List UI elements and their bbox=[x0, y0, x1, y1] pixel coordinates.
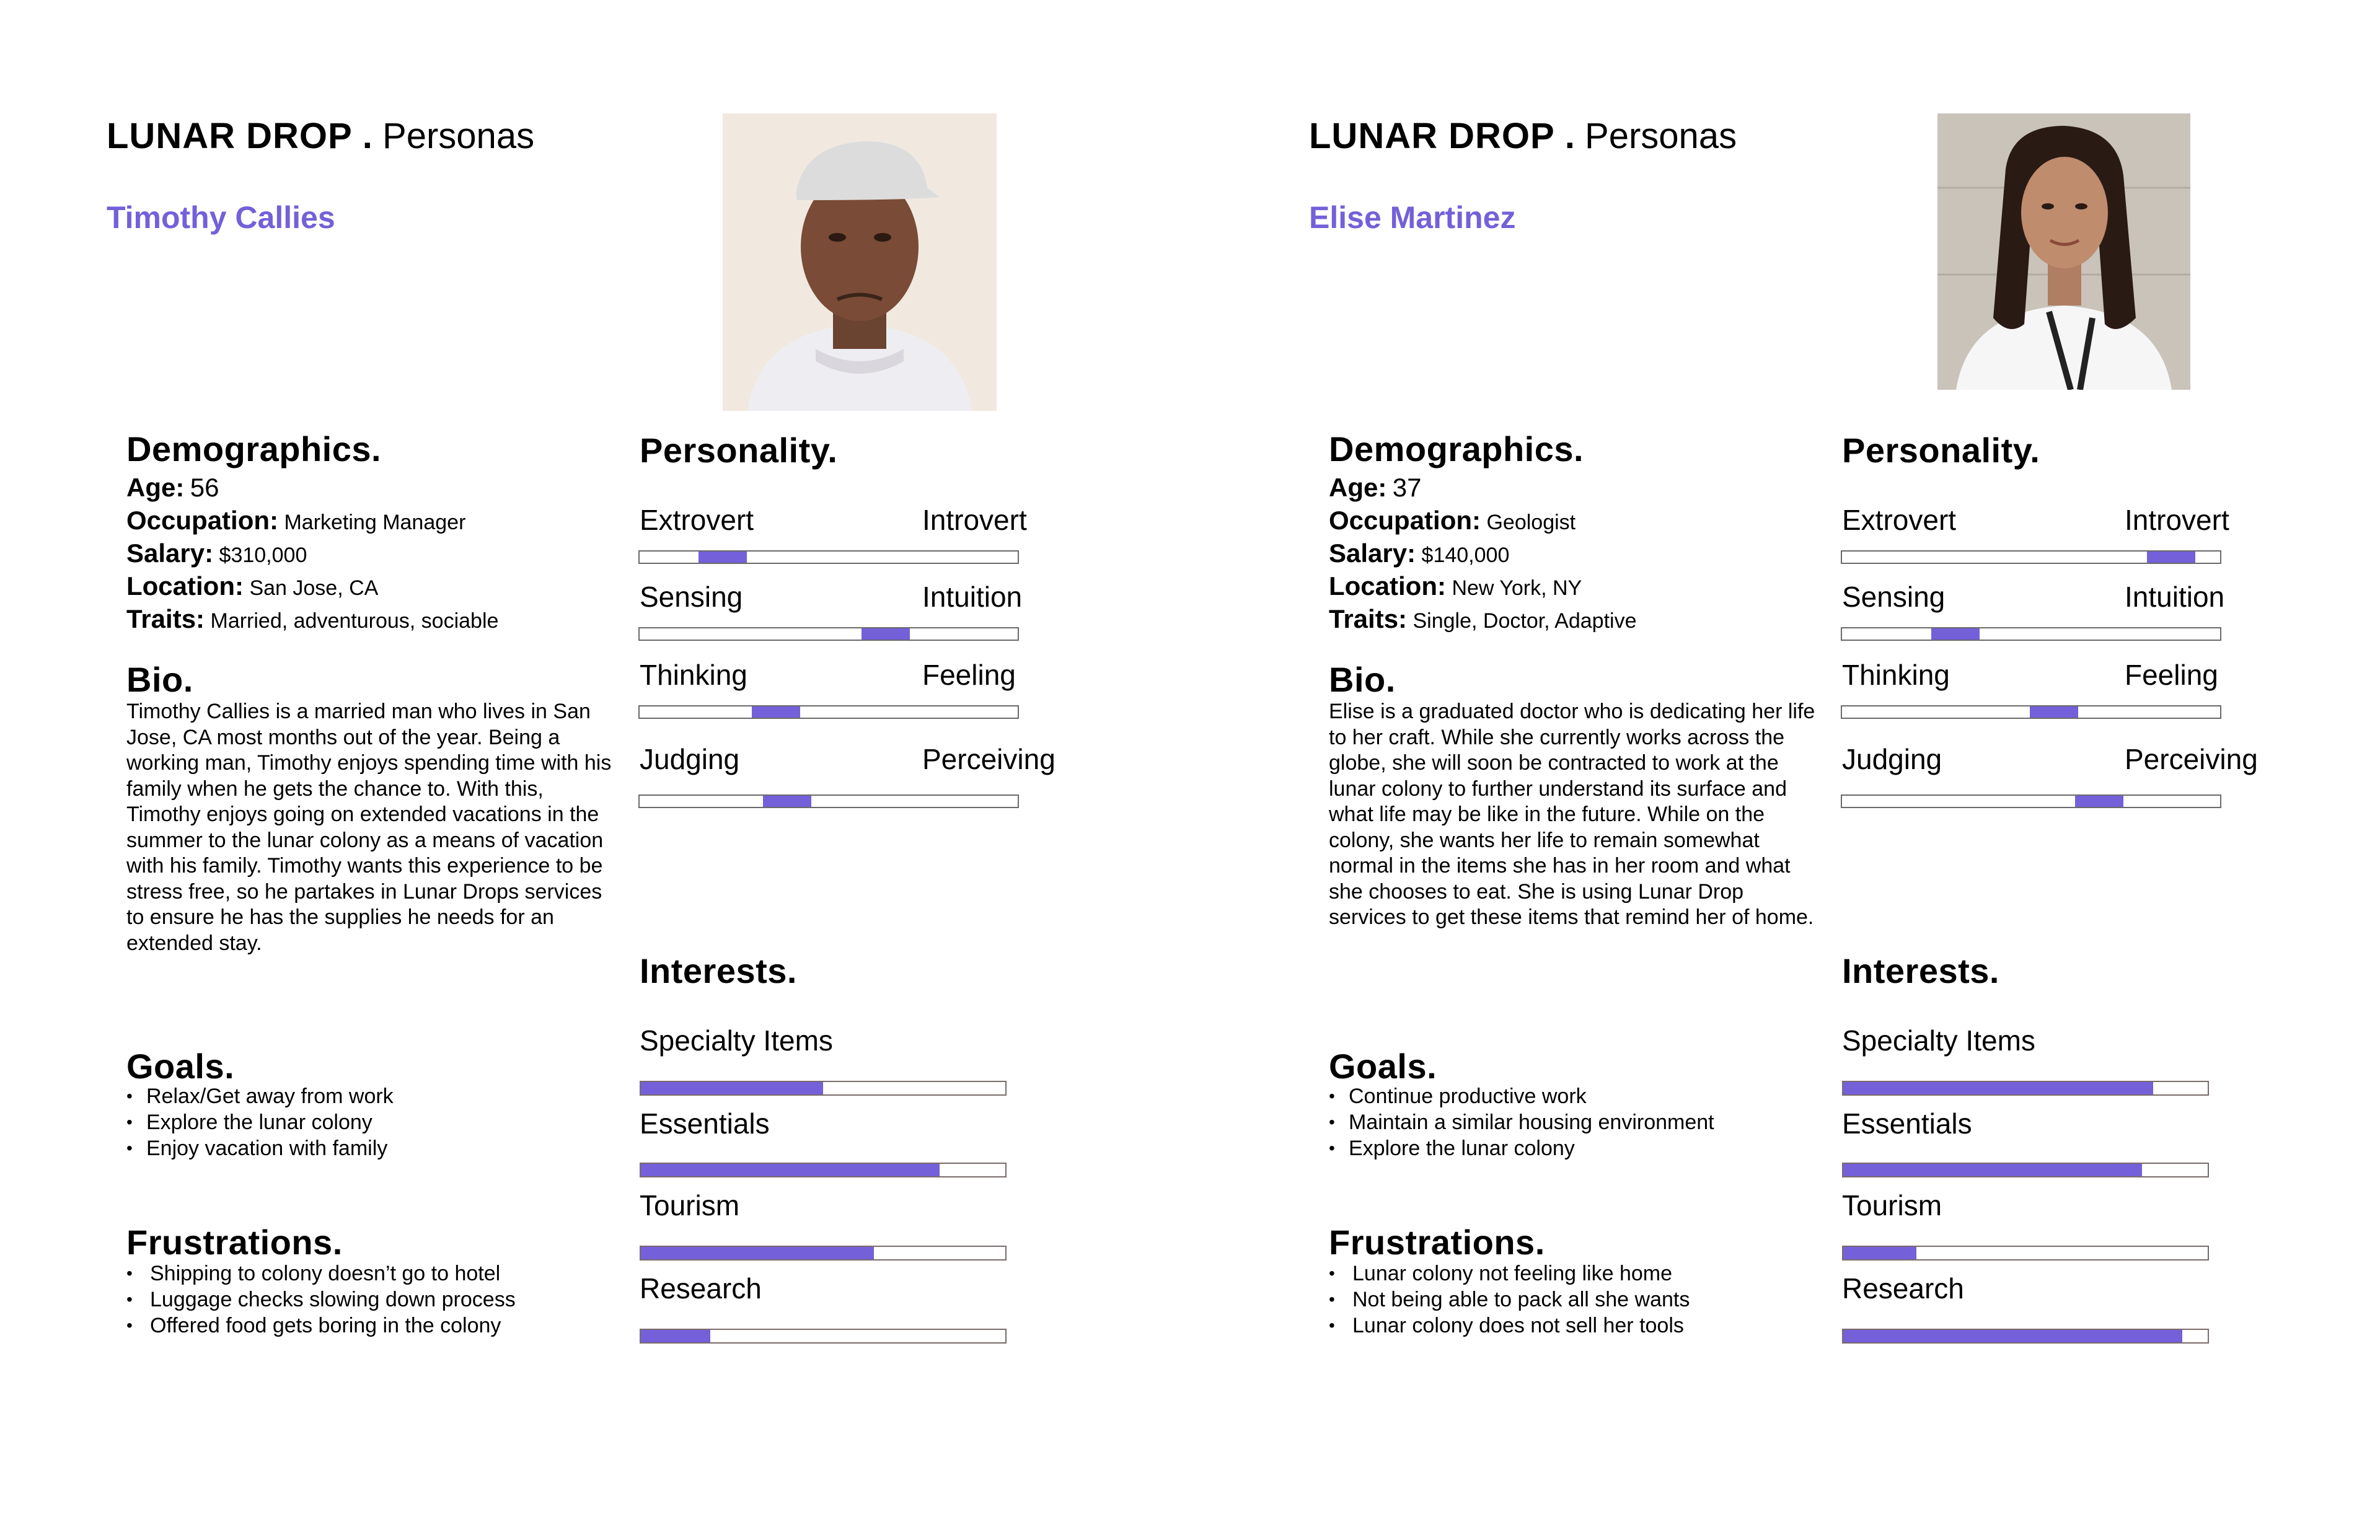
brand-dot: . bbox=[362, 116, 372, 156]
trait-scale bbox=[1841, 794, 2221, 808]
trait-right-label: Intuition bbox=[922, 581, 1023, 613]
list-item: • Explore the lunar colony bbox=[126, 1109, 610, 1135]
interest-label: Specialty Items bbox=[640, 1024, 833, 1057]
trait-left-label: Judging bbox=[640, 743, 740, 775]
interest-fill bbox=[641, 1082, 823, 1094]
demographics-list bbox=[1329, 472, 1812, 636]
interest-bar bbox=[1842, 1163, 2209, 1177]
demographics-list bbox=[126, 472, 610, 636]
interest-specialty-items bbox=[640, 1024, 1073, 1061]
trait-marker bbox=[2075, 796, 2123, 807]
interest-bar bbox=[1842, 1246, 2209, 1261]
interest-fill bbox=[641, 1164, 940, 1176]
trait-marker bbox=[752, 706, 800, 718]
interest-essentials bbox=[640, 1107, 1073, 1144]
demographics-heading: Demographics. bbox=[126, 429, 382, 469]
brand-title bbox=[107, 115, 534, 157]
brand-name: LUNAR DROP bbox=[107, 116, 353, 156]
demographics-heading: Demographics. bbox=[1329, 429, 1584, 469]
trait-scale bbox=[638, 627, 1019, 641]
interest-label: Tourism bbox=[640, 1189, 740, 1221]
personality-trait-tf bbox=[638, 658, 1072, 695]
interests-heading: Interests. bbox=[1842, 951, 1999, 990]
interest-bar bbox=[1842, 1329, 2209, 1344]
persona-card-elise bbox=[1202, 0, 2380, 1540]
list-item: • Maintain a similar housing environment bbox=[1329, 1109, 1812, 1135]
persona-name: Timothy Callies bbox=[107, 200, 335, 235]
interest-research bbox=[640, 1272, 1073, 1309]
interest-label: Tourism bbox=[1842, 1189, 1942, 1221]
demographic-traits: Traits: Single, Doctor, Adaptive bbox=[1329, 604, 1637, 633]
personality-trait-sn bbox=[638, 580, 1072, 617]
trait-left-label: Thinking bbox=[1842, 659, 1950, 691]
interest-bar bbox=[640, 1163, 1007, 1177]
persona-photo bbox=[723, 113, 997, 411]
interest-fill bbox=[641, 1330, 710, 1342]
frustrations-list bbox=[1329, 1261, 1812, 1339]
trait-right-label: Intuition bbox=[2125, 581, 2225, 613]
trait-marker bbox=[2030, 706, 2078, 718]
interest-fill bbox=[1843, 1082, 2153, 1094]
trait-scale bbox=[638, 794, 1019, 808]
bio-heading: Bio. bbox=[126, 660, 193, 699]
list-item: • Explore the lunar colony bbox=[1329, 1135, 1812, 1161]
brand-dot: . bbox=[1564, 116, 1575, 156]
list-item: • Relax/Get away from work bbox=[126, 1083, 610, 1109]
brand-suffix: Personas bbox=[1585, 116, 1737, 156]
trait-right-label: Feeling bbox=[922, 659, 1016, 691]
trait-right-label: Perceiving bbox=[922, 743, 1056, 775]
demographic-salary: Salary: $140,000 bbox=[1329, 539, 1510, 568]
list-item: • Enjoy vacation with family bbox=[126, 1135, 610, 1161]
bio-text: Timothy Callies is a married man who lives in San Jose, CA most months out of the year. Being a working man, Timothy enjoys spending time with his family when he gets the chance to. With this, Timothy enjoys going on extended vacations in the summer to the lunar colony as a means of vacation with his family. Timothy wants this experience to be stress free, so he partakes in Lunar Drops services to ensure he has the supplies he needs for an extended stay. bbox=[126, 700, 612, 955]
portrait-illustration bbox=[723, 113, 997, 411]
goals-list bbox=[126, 1083, 610, 1161]
frustrations-heading: Frustrations. bbox=[1329, 1223, 1545, 1262]
trait-right-label: Introvert bbox=[2125, 504, 2229, 536]
brand-name: LUNAR DROP bbox=[1309, 116, 1555, 156]
trait-scale bbox=[638, 550, 1019, 564]
list-item: • Not being able to pack all she wants bbox=[1329, 1287, 1812, 1313]
trait-right-label: Perceiving bbox=[2125, 743, 2258, 775]
list-item: • Continue productive work bbox=[1329, 1083, 1812, 1109]
trait-scale bbox=[1841, 705, 2221, 719]
trait-marker bbox=[699, 552, 747, 563]
portrait-illustration bbox=[1937, 113, 2190, 390]
bio-heading: Bio. bbox=[1329, 660, 1396, 699]
interest-bar bbox=[640, 1246, 1007, 1261]
interest-label: Essentials bbox=[1842, 1107, 1972, 1140]
trait-left-label: Judging bbox=[1842, 743, 1942, 775]
frustrations-list bbox=[126, 1261, 610, 1339]
trait-left-label: Extrovert bbox=[1842, 504, 1957, 536]
demographic-occupation: Occupation: Geologist bbox=[1329, 506, 1576, 535]
personality-trait-ei bbox=[1841, 503, 2275, 540]
frustrations-heading: Frustrations. bbox=[126, 1223, 343, 1262]
trait-marker bbox=[862, 628, 910, 640]
goals-heading: Goals. bbox=[126, 1047, 235, 1086]
demographic-location: Location: New York, NY bbox=[1329, 571, 1582, 601]
personality-heading: Personality. bbox=[640, 431, 838, 470]
persona-name: Elise Martinez bbox=[1309, 200, 1516, 235]
trait-left-label: Extrovert bbox=[640, 504, 754, 536]
personality-trait-sn bbox=[1841, 580, 2275, 617]
personality-trait-jp bbox=[638, 742, 1072, 780]
trait-marker bbox=[2147, 552, 2195, 563]
trait-marker bbox=[763, 796, 811, 807]
trait-right-label: Introvert bbox=[922, 504, 1027, 536]
personality-trait-ei bbox=[638, 503, 1072, 540]
interest-tourism bbox=[640, 1189, 1073, 1226]
personality-heading: Personality. bbox=[1842, 431, 2040, 470]
goals-list bbox=[1329, 1083, 1812, 1161]
demographic-location: Location: San Jose, CA bbox=[126, 571, 379, 601]
interest-bar bbox=[1842, 1081, 2209, 1096]
interests-heading: Interests. bbox=[640, 951, 797, 990]
interest-fill bbox=[1843, 1247, 1916, 1259]
interest-tourism bbox=[1842, 1189, 2276, 1226]
persona-photo bbox=[1937, 113, 2190, 390]
personality-trait-jp bbox=[1841, 742, 2275, 780]
interest-research bbox=[1842, 1272, 2276, 1309]
interest-bar bbox=[640, 1329, 1007, 1344]
demographic-age: Age: 37 bbox=[1329, 473, 1422, 502]
brand-suffix: Personas bbox=[382, 116, 535, 156]
interest-label: Specialty Items bbox=[1842, 1024, 2035, 1057]
demographic-salary: Salary: $310,000 bbox=[126, 539, 307, 568]
interest-label: Essentials bbox=[640, 1107, 770, 1140]
interest-label: Research bbox=[640, 1272, 762, 1305]
list-item: • Offered food gets boring in the colony bbox=[126, 1313, 610, 1339]
trait-scale bbox=[1841, 550, 2221, 564]
interest-fill bbox=[641, 1247, 874, 1259]
interest-fill bbox=[1843, 1330, 2182, 1342]
trait-right-label: Feeling bbox=[2125, 659, 2218, 691]
brand-title bbox=[1309, 115, 1737, 157]
trait-left-label: Thinking bbox=[640, 659, 747, 691]
trait-left-label: Sensing bbox=[640, 581, 743, 613]
interest-bar bbox=[640, 1081, 1007, 1096]
trait-marker bbox=[1931, 628, 1980, 640]
interest-specialty-items bbox=[1842, 1024, 2276, 1061]
list-item: • Lunar colony not feeling like home bbox=[1329, 1261, 1812, 1287]
list-item: • Lunar colony does not sell her tools bbox=[1329, 1313, 1812, 1339]
demographic-traits: Traits: Married, adventurous, sociable bbox=[126, 604, 499, 633]
demographic-age: Age: 56 bbox=[126, 473, 219, 502]
demographic-occupation: Occupation: Marketing Manager bbox=[126, 506, 466, 535]
interest-fill bbox=[1843, 1164, 2142, 1176]
goals-heading: Goals. bbox=[1329, 1047, 1437, 1086]
interest-label: Research bbox=[1842, 1272, 1964, 1305]
trait-left-label: Sensing bbox=[1842, 581, 1946, 613]
interest-essentials bbox=[1842, 1107, 2276, 1144]
trait-scale bbox=[1841, 627, 2221, 641]
list-item: • Luggage checks slowing down process bbox=[126, 1287, 610, 1313]
personality-trait-tf bbox=[1841, 658, 2275, 695]
trait-scale bbox=[638, 705, 1019, 719]
list-item: • Shipping to colony doesn’t go to hotel bbox=[126, 1261, 610, 1287]
bio-text: Elise is a graduated doctor who is dedicating her life to her craft. While she currently works across the globe, she will soon be contracted to work at the lunar colony to further understand its surface and what life may be like in the future. While on the colony, she wants her life to remain somewhat normal in the items she has in her room and what she chooses to eat. She is using Lunar Drop services to get these items that remind her of home. bbox=[1329, 700, 1815, 929]
